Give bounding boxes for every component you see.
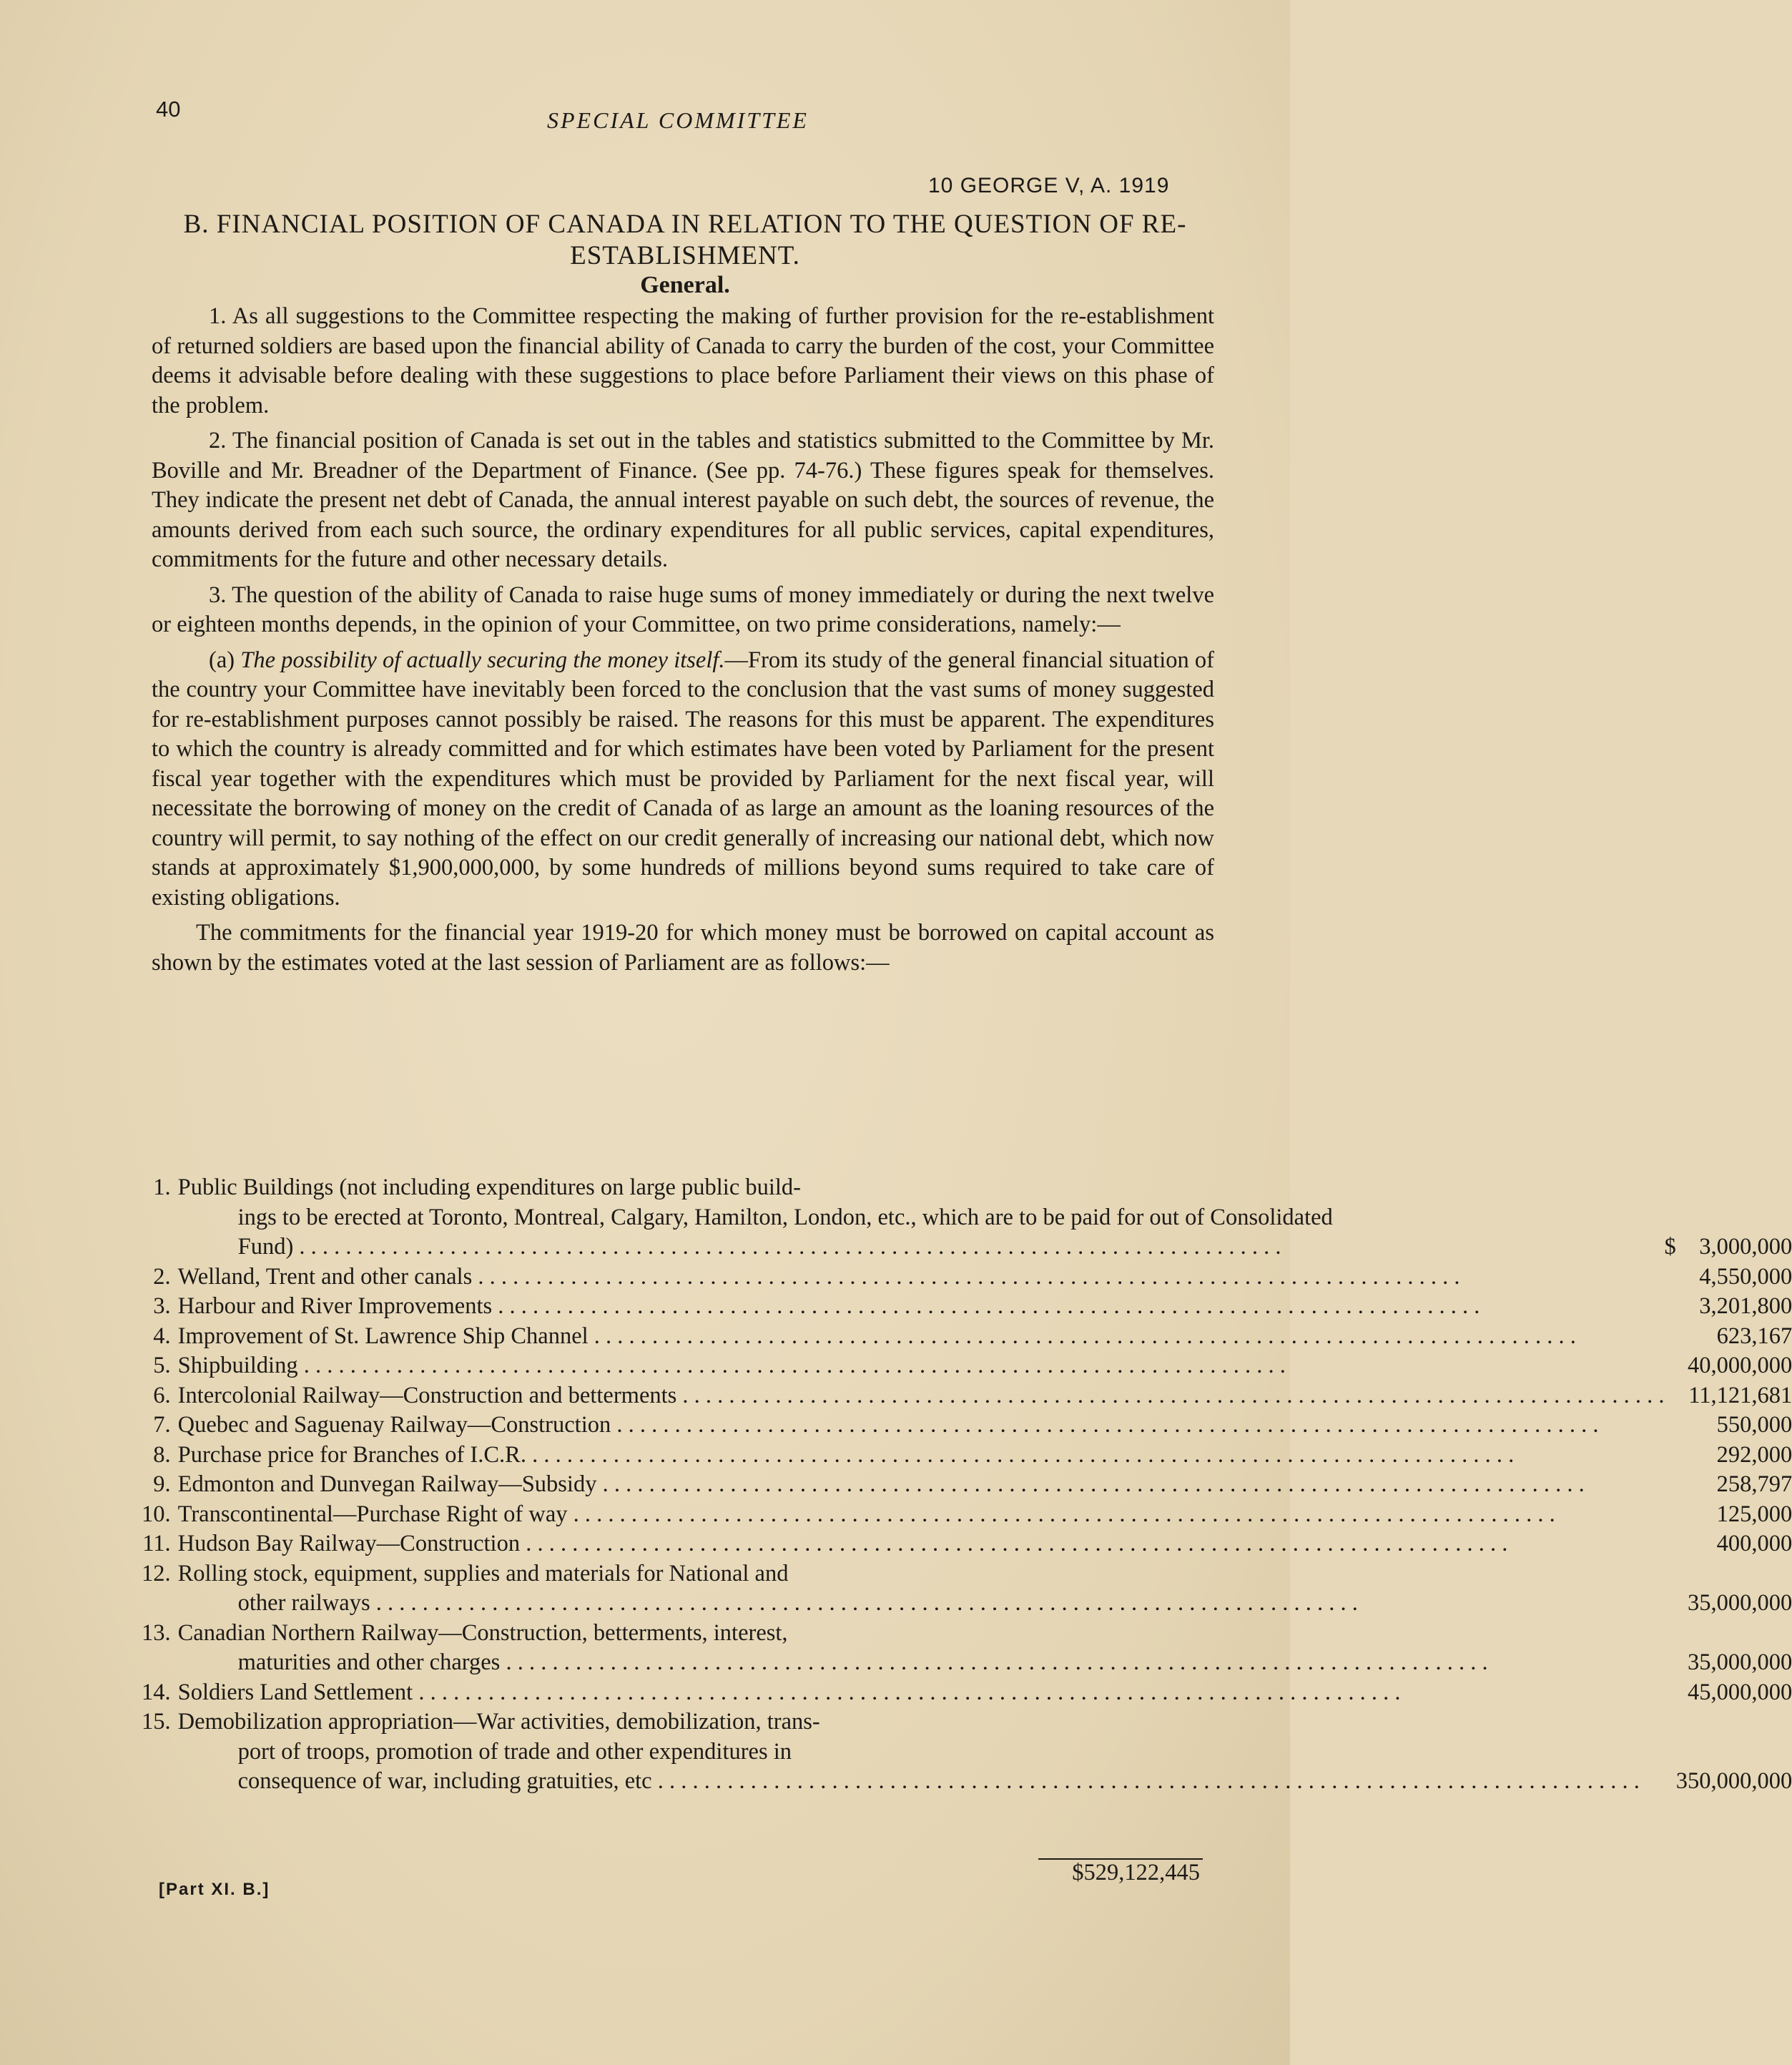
currency-symbol (1665, 1292, 1676, 1322)
item-text: Intercolonial Railway—Construction and betterments (177, 1382, 677, 1408)
commitments-table (142, 1173, 1792, 1797)
item-continuation: port of troops, promotion of trade and other expenditures in (237, 1738, 792, 1765)
item-first-line: Rolling stock, equipment, supplies and materials for National and (177, 1560, 789, 1586)
section-subheading: General. (640, 272, 730, 298)
item-description (178, 1173, 1665, 1262)
item-last-line: maturities and other charges (237, 1649, 501, 1675)
paragraph-1: 1. As all suggestions to the Committee respecting the making of further provision for the re-establishment of returned soldiers are based upon the financial ability of Canada to carry the burden of the cost, your Committee deems it advisable before dealing with these suggestions to place before Parliament their views on this phase of the problem. (152, 303, 1214, 418)
item-description (178, 1619, 1665, 1678)
item-amount: 45,000,000 (1688, 1679, 1792, 1705)
item-first-line: Public Buildings (not including expenditures on large public build- (177, 1174, 801, 1200)
item-description (178, 1559, 1665, 1619)
currency-symbol (1665, 1470, 1676, 1500)
paragraph-4 (152, 646, 1214, 913)
table-row (142, 1619, 1792, 1678)
page-number: 40 (156, 97, 181, 122)
leader-dots (472, 1264, 1459, 1290)
item-number: 10. (142, 1501, 171, 1527)
item-number: 15. (142, 1709, 171, 1735)
currency-symbol (1665, 1559, 1676, 1619)
table-row (142, 1173, 1792, 1262)
leader-dots (676, 1383, 1664, 1408)
leader-dots (293, 1234, 1281, 1260)
leader-dots (596, 1471, 1584, 1497)
currency-symbol (1665, 1500, 1676, 1530)
leader-dots (568, 1501, 1555, 1527)
leader-dots (520, 1531, 1507, 1556)
item-amount: 3,201,800 (1699, 1293, 1792, 1319)
currency-symbol (1665, 1619, 1676, 1678)
item-number: 6. (153, 1382, 171, 1408)
item-amount: 550,000 (1716, 1412, 1792, 1438)
table-row (142, 1529, 1792, 1559)
item-amount: 11,121,681 (1688, 1382, 1792, 1408)
item-number: 2. (153, 1263, 171, 1290)
item-number: 13. (142, 1619, 171, 1646)
item-description (178, 1441, 1665, 1471)
paragraph-5: The commitments for the financial year 1919-20 for which money must be borrowed on capital account as shown by the estimates voted at the last session of Parliament are as follows:— (152, 920, 1214, 976)
item-number: 11. (142, 1531, 171, 1556)
item-description (178, 1411, 1665, 1441)
item-first-line: Demobilization appropriation—War activities, demobilization, trans- (177, 1709, 820, 1735)
currency-symbol (1665, 1351, 1676, 1381)
item-amount: 3,000,000 (1699, 1234, 1792, 1260)
table-row (142, 1262, 1792, 1293)
item-description (178, 1381, 1665, 1411)
section-heading: B. FINANCIAL POSITION OF CANADA IN RELATION TO THE QUESTION OF RE-ESTABLISHMENT. (183, 210, 1187, 270)
body-text (152, 302, 1214, 984)
item-number: 3. (153, 1293, 171, 1319)
item-number: 8. (153, 1441, 171, 1468)
item-number: 7. (153, 1412, 171, 1438)
item-description (178, 1707, 1665, 1797)
item-text: Soldiers Land Settlement (177, 1679, 413, 1705)
item-amount: 40,000,000 (1688, 1353, 1792, 1378)
leader-dots (526, 1442, 1514, 1468)
paragraph-4-label: (a) (209, 647, 235, 673)
currency-symbol (1665, 1381, 1676, 1411)
item-amount: 35,000,000 (1688, 1649, 1792, 1675)
item-number: 1. (153, 1174, 171, 1200)
item-number: 12. (142, 1560, 171, 1586)
item-number: 5. (153, 1353, 171, 1378)
table-row (142, 1351, 1792, 1381)
item-text: Shipbuilding (177, 1353, 298, 1378)
item-text: Harbour and River Improvements (177, 1293, 493, 1319)
table-row (142, 1411, 1792, 1441)
item-description (178, 1262, 1665, 1293)
item-description (178, 1351, 1665, 1381)
item-description (178, 1529, 1665, 1559)
leader-dots (413, 1679, 1400, 1705)
paragraph-4-text: —From its study of the general financial situation of the country your Committee have inevitably been forced to the conclusion that the vast sums of money suggested for re-establishment purposes cannot possibly be raised. The reasons for this must be apparent. The expenditures to which the country is already committed and for which estimates have been voted by Parliament for the present fiscal year together with the expenditures which must be provided by Parliament for the next fiscal year, will necessitate the borrowing of money on the credit of Canada of as large an amount as the loaning resources of the country will permit, to say nothing of the effect on our credit generally of increasing our national debt, which now stands at approximately $1,900,000,000, by some hundreds of millions beyond sums required to take care of existing obligations. (152, 647, 1215, 911)
table-row (142, 1500, 1792, 1530)
currency-symbol (1665, 1411, 1676, 1441)
item-text: Welland, Trent and other canals (177, 1263, 473, 1290)
item-last-line: other railways (237, 1590, 370, 1616)
leader-dots (370, 1590, 1358, 1616)
table-row (142, 1292, 1792, 1322)
leader-dots (492, 1293, 1480, 1319)
item-last-line: consequence of war, including gratuities, etc (237, 1768, 652, 1794)
currency-symbol (1665, 1707, 1676, 1797)
table-row (142, 1381, 1792, 1411)
total-amount: $529,122,445 (1072, 1860, 1200, 1885)
item-amount: 623,167 (1716, 1323, 1792, 1349)
leader-dots (652, 1768, 1640, 1794)
item-number: 9. (153, 1471, 171, 1497)
table-row (142, 1678, 1792, 1708)
item-description (178, 1500, 1665, 1530)
item-amount: 35,000,000 (1688, 1590, 1792, 1616)
currency-symbol: $ (1664, 1234, 1676, 1260)
item-amount: 125,000 (1716, 1501, 1792, 1527)
leader-dots (298, 1353, 1286, 1378)
item-text: Quebec and Saguenay Railway—Construction (177, 1412, 611, 1438)
table-row (142, 1470, 1792, 1500)
item-text: Improvement of St. Lawrence Ship Channel (177, 1323, 589, 1349)
currency-symbol (1665, 1529, 1676, 1559)
session-reference: 10 GEORGE V, A. 1919 (928, 174, 1170, 197)
item-amount: 400,000 (1716, 1531, 1792, 1556)
item-continuation: ings to be erected at Toronto, Montreal, Calgary, Hamilton, London, etc., which are to be paid for out of Consolidated (237, 1204, 1333, 1230)
footnote-part-reference: [Part XI. B.] (159, 1880, 270, 1899)
item-amount: 4,550,000 (1699, 1263, 1792, 1290)
item-number: 4. (153, 1323, 171, 1349)
currency-symbol (1665, 1678, 1676, 1708)
currency-symbol (1665, 1262, 1676, 1293)
item-text: Purchase price for Branches of I.C.R. (177, 1441, 526, 1468)
item-number: 14. (142, 1679, 171, 1705)
item-text: Edmonton and Dunvegan Railway—Subsidy (177, 1471, 597, 1497)
leader-dots (500, 1649, 1487, 1675)
paragraph-3: 3. The question of the ability of Canada to raise huge sums of money immediately or during the next twelve or eighteen months depends, in the opinion of your Committee, on two prime considerations, namely:— (152, 582, 1214, 637)
item-amount: 292,000 (1716, 1441, 1792, 1468)
item-amount: 258,797 (1716, 1471, 1792, 1497)
item-amount: 350,000,000 (1675, 1768, 1792, 1794)
item-description (178, 1292, 1665, 1322)
item-last-line: Fund) (237, 1234, 294, 1260)
item-text: Transcontinental—Purchase Right of way (177, 1501, 568, 1527)
leader-dots (589, 1323, 1576, 1349)
running-title: SPECIAL COMMITTEE (547, 107, 809, 133)
item-description (178, 1322, 1665, 1352)
item-text: Hudson Bay Railway—Construction (177, 1531, 521, 1556)
leader-dots (611, 1412, 1598, 1438)
paragraph-2: 2. The financial position of Canada is set out in the tables and statistics submitted to the Committee by Mr. Boville and Mr. Breadner of the Department of Finance. (See pp. 74-76.) These figures speak for themselves. They indicate the present net debt of Canada, the annual interest payable on such debt, the sources of revenue, the amounts derived from each such source, the ordinary expenditures for all public services, capital expenditures, commitments for the future and other necessary details. (152, 428, 1214, 572)
table-row (142, 1559, 1792, 1619)
item-first-line: Canadian Northern Railway—Construction, betterments, interest, (177, 1619, 788, 1646)
paragraph-4-italic: The possibility of actually securing the money itself. (240, 647, 725, 673)
table-row (142, 1707, 1792, 1797)
table-row (142, 1322, 1792, 1352)
currency-symbol (1665, 1322, 1676, 1352)
table-row (142, 1441, 1792, 1471)
item-description (178, 1678, 1665, 1708)
item-description (178, 1470, 1665, 1500)
currency-symbol (1665, 1441, 1676, 1471)
